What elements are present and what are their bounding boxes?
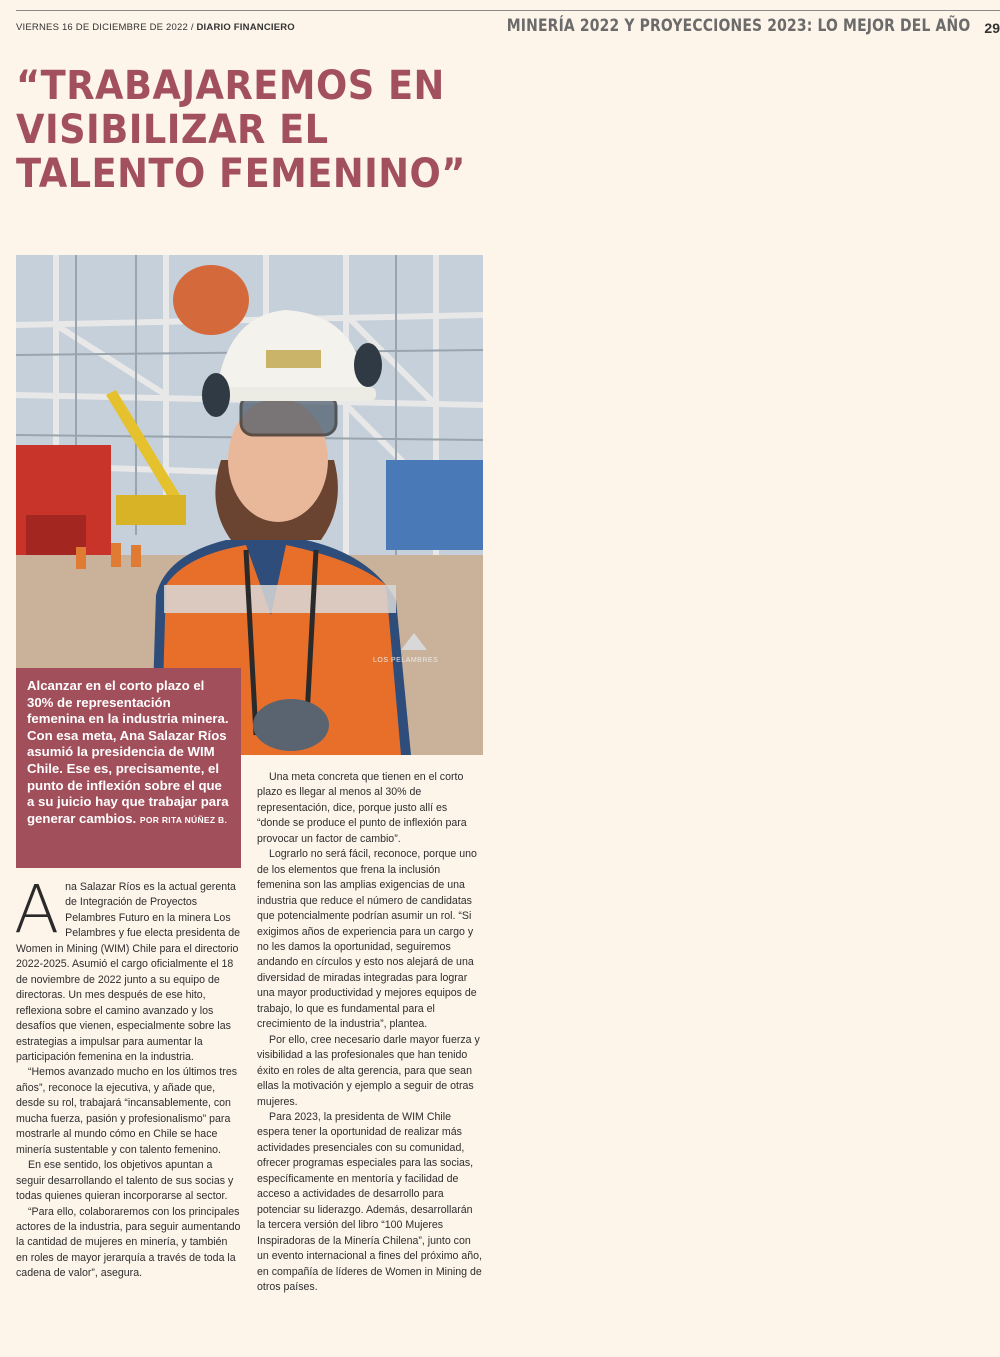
paragraph: “Hemos avanzado mucho en los últimos tres años”, reconoce la ejecutiva, y añade que, desde su rol, trabajará “incansablemente, con mucha fuerza, pasión y profesionalismo” para mostrarle al mundo cómo en Chile se hace minería sustentable y con talento femenino. [16, 1066, 238, 1156]
paragraph: na Salazar Ríos es la actual gerenta de Integración de Proyectos Pelambres Futuro en la minera Los Pelambres y fue electa presidenta de Women in Mining (WIM) Chile para el directorio 2022-2025. Asumió el cargo oficialmente el 18 de noviembre de 2022 junto a su equipo de directoras. Un mes después de ese hito, reflexiona sobre el camino avanzado y los desafíos que vienen, especialmente sobre las estrategias a impulsar para aumentar la participación femenina en la industria. [16, 881, 241, 1063]
byline: POR RITA NÚÑEZ B. [139, 814, 228, 825]
edition-date: VIERNES 16 DE DICIEMBRE DE 2022 / DIARIO FINANCIERO [16, 22, 295, 33]
article-headline: “TRABAJAREMOS EN VISIBILIZAR EL TALENTO FEMENINO” [16, 63, 466, 197]
page-number: 29 [984, 20, 1000, 36]
section-title: MINERÍA 2022 Y PROYECCIONES 2023: LO MEJOR DEL AÑO [506, 16, 970, 36]
body-column-2 [257, 770, 483, 1295]
lead-callout [16, 668, 241, 868]
paragraph: Por ello, cree necesario darle mayor fuerza y visibilidad a las profesionales que han tenido éxito en roles de alta gerencia, para que sean ellas la motivación y ejemplo a seguir de otras mujeres. [257, 1033, 480, 1108]
vest-logo-text: LOS PELAMBRES [373, 657, 439, 664]
paragraph: Lograrlo no será fácil, reconoce, porque uno de los elementos que frena la inclusión femenina son las amplias exigencias de una industria que reduce el número de candidatas que potencialmente podrían asumir un rol. “Si exigimos años de experiencia para un cargo y no les damos la oportunidad, seguiremos andando en círculos y esto nos alejará de una diversidad de miradas integradas para lograr una mayor productividad y mejores equipos de trabajo, lo que es fundamental para el crecimiento de la industria”, plantea. [257, 848, 477, 1031]
body-column-1 [14, 871, 242, 1282]
paragraph: Una meta concreta que tienen en el corto plazo es llegar al menos al 30% de representación, dice, porque justo allí es “donde se produce el punto de inflexión para provocar un factor de cambio”. [257, 771, 467, 845]
paragraph: “Para ello, colaboraremos con los principales actores de la industria, para seguir aumentando la cantidad de mujeres en minería, y también en roles de mayor jerarquía a través de toda la cadena de valor”, asegura. [16, 1205, 241, 1280]
paragraph: En ese sentido, los objetivos apuntan a seguir desarrollando el talento de sus socias y todas quienes quieran incorporarse al sector. [16, 1159, 234, 1203]
newspaper-name: DIARIO FINANCIERO [196, 22, 295, 33]
paragraph: Para 2023, la presidenta de WIM Chile espera tener la oportunidad de realizar más actividades presenciales con su comunidad, ofrecer programas especiales para las socias, específicamente en mentoría y facilidad de acceso a actividades de desarrollo para potenciar su liderazgo. Además, desarrollarán la tercera versión del libro “100 Mujeres Inspiradoras de la Minería Chilena”, junto con un evento internacional a fines del próximo año, en compañía de líderes de Women in Mining de otros países. [257, 1110, 482, 1293]
drop-cap: A [14, 871, 60, 948]
callout-text: Alcanzar en el corto plazo el 30% de representación femenina en la industria minera. Con esa meta, Ana Salazar Ríos asumió la presidencia de WIM Chile. Ese es, precisamente, el punto de inflexión sobre el que a su juicio hay que trabajar para generar cambios. [27, 678, 229, 826]
header-rule [16, 10, 1000, 11]
